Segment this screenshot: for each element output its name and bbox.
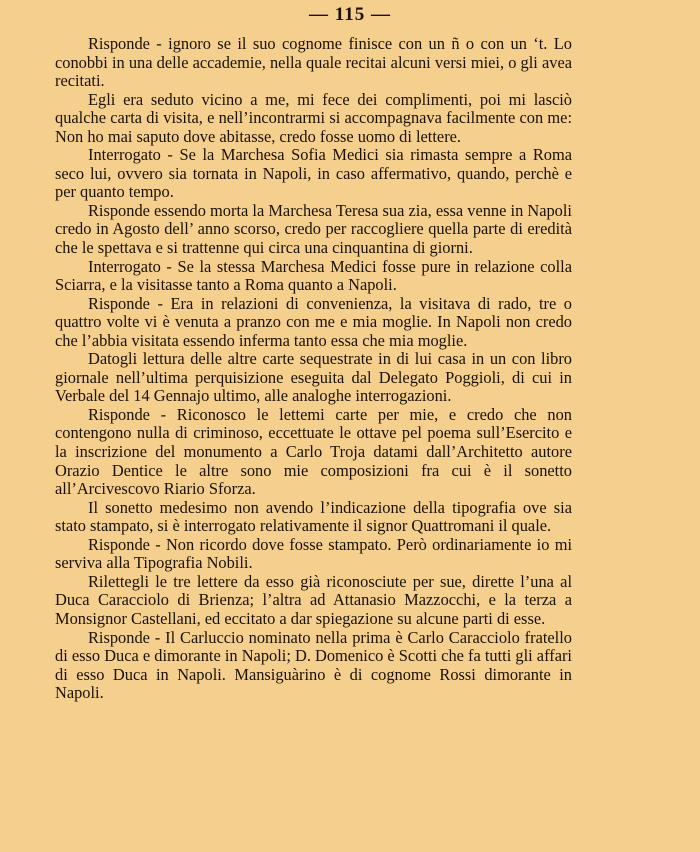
paragraph: Risponde - ignoro se il suo cognome finisce con un ñ o con un ‘t. Lo conobbi in una delle accademie, nella quale recitai alcuni versi miei, o gli avea recitati.: [55, 34, 572, 91]
paragraph: Il sonetto medesimo non avendo l’indicazione della tipografia ove sia stato stampato, si è interrogato relativamente il signor Quattromani il quale.: [55, 497, 572, 536]
paragraph: Risponde - Non ricordo dove fosse stampato. Però ordinariamente io mi serviva alla Tipografia Nobili.: [55, 534, 572, 573]
page-number: — 115 —: [309, 4, 391, 25]
paragraph: Risponde essendo morta la Marchesa Teresa sua zia, essa venne in Napoli credo in Agosto dell’ anno scorso, credo per raccogliere quella parte di eredità che le spettava e si trattenne qui circa una cinquantina di giorni.: [55, 200, 572, 258]
paragraph: Risponde - Riconosco le lettemi carte per mie, e credo che non contengono nulla di criminoso, eccettuate le ottave pel poema sull’Esercito e la inscrizione del monumento a Carlo Troja datami dall’Architetto autore Orazio Dentice le altre sono mie composizioni fra cui è il sonetto all’Arcivescovo Riario Sforza.: [55, 404, 572, 499]
paragraph: Datogli lettura delle altre carte sequestrate in di lui casa in un con libro giornale nell’ultima perquisizione eseguita dal Delegato Poggioli, di cui in Verbale del 14 Gennajo ultimo, alle analoghe interrogazioni.: [55, 349, 572, 406]
paragraph: Interrogato - Se la Marchesa Sofia Medici sia rimasta sempre a Roma seco lui, ovvero sia tornata in Napoli, in caso affermativo, quando, perchè e per quanto tempo.: [55, 145, 572, 202]
paragraph: Rilettegli le tre lettere da esso già riconosciute per sue, dirette l’una al Duca Caracciolo di Brienza; l’altra ad Attanasio Mazzocchi, e la terza a Monsignor Castellani, ed eccitato a dar spiegazione su alcune parti di esse.: [55, 571, 572, 628]
paragraph: Risponde - Il Carluccio nominato nella prima è Carlo Caracciolo fratello di esso Duca e dimorante in Napoli; D. Domenico è Scotti che fa tutti gli affari di esso Duca in Napoli. Mansiguàrino è di cognome Rossi dimorante in Napoli.: [55, 627, 572, 703]
paragraph: Egli era seduto vicino a me, mi fece dei complimenti, poi mi lasciò qualche carta di visita, e nell’incontrarmi si accompagnava facilmente con me: Non ho mai saputo dove abitasse, credo fosse uomo di lettere.: [55, 89, 572, 146]
body-text: [55, 35, 572, 703]
paragraph: Interrogato - Se la stessa Marchesa Medici fosse pure in relazione colla Sciarra, e la visitasse tanto a Roma quanto a Napoli.: [55, 256, 572, 295]
paragraph: Risponde - Era in relazioni di convenienza, la visitava di rado, tre o quattro volte vi è venuta a pranzo con me e mia moglie. In Napoli non credo che l’abbia visitata essendo inferma tanto essa che mia moglie.: [55, 293, 572, 350]
